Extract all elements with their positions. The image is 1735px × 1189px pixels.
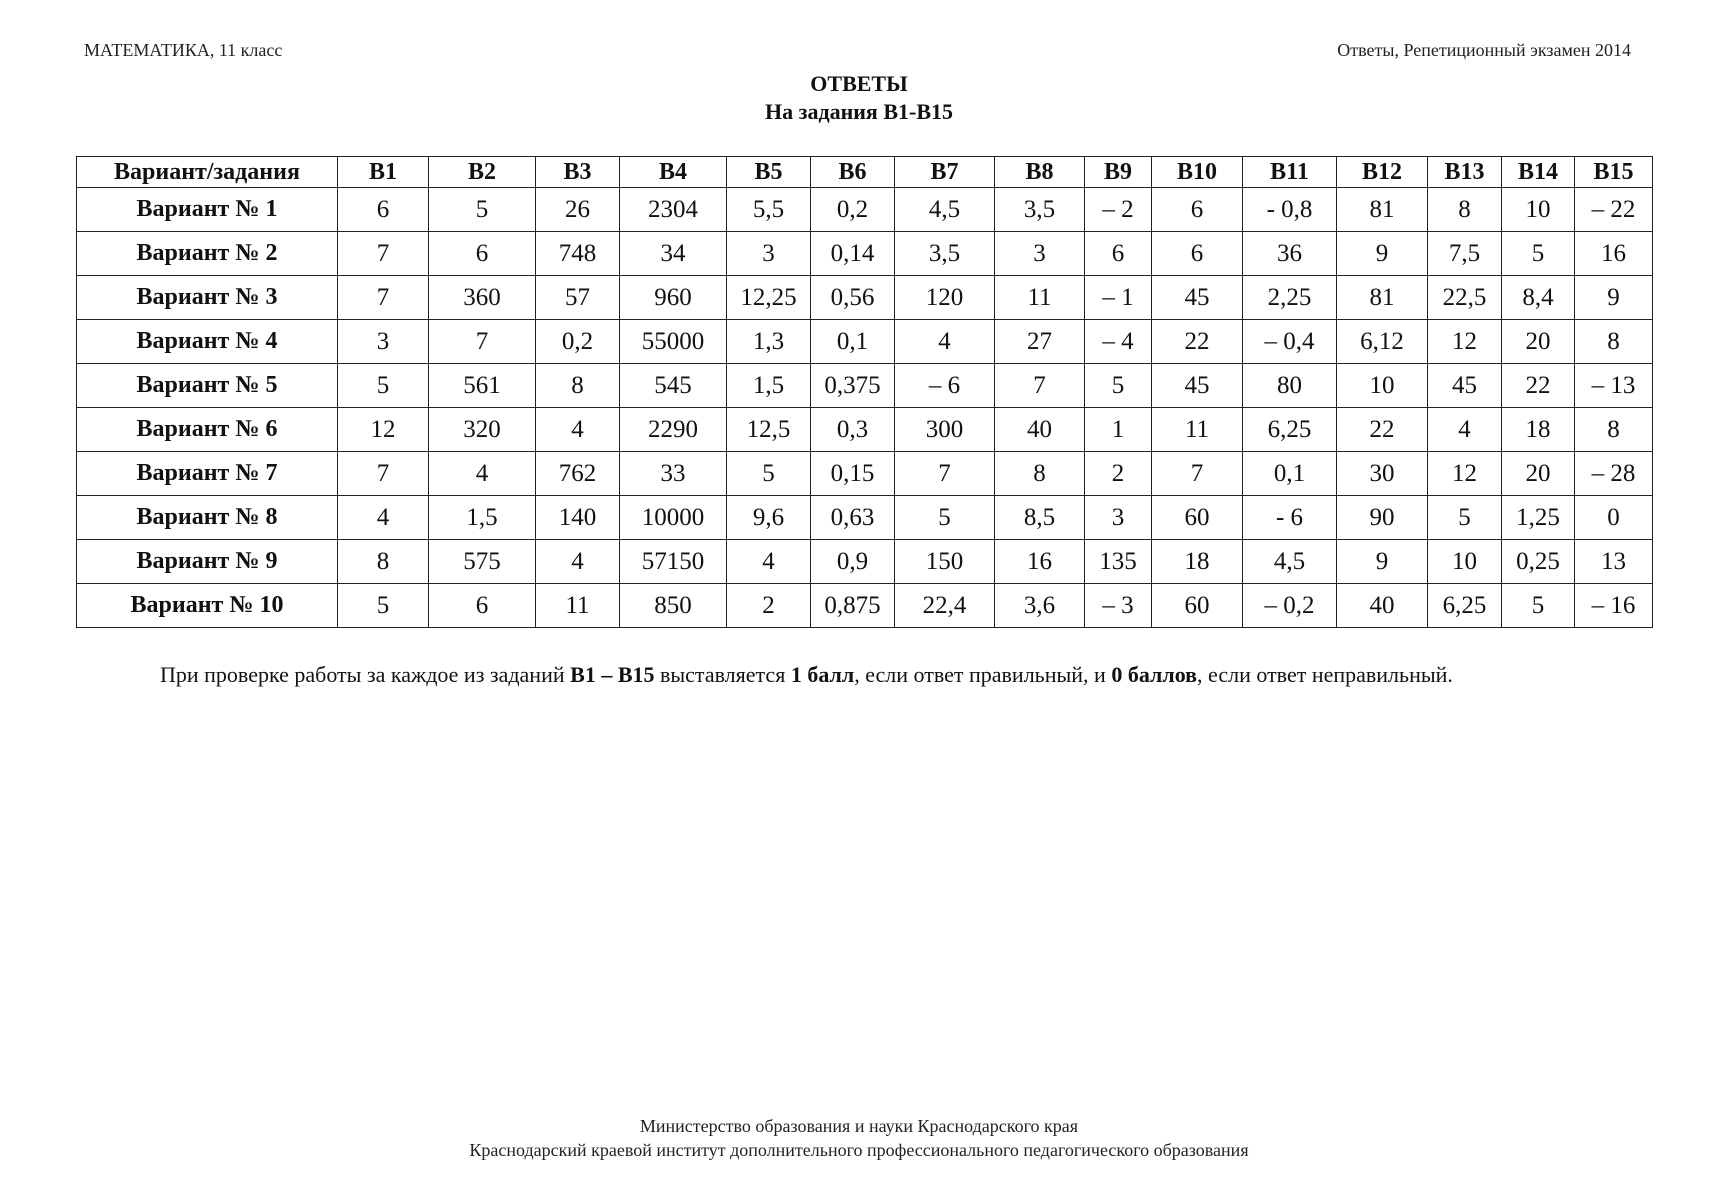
answer-cell: 5 [1502,584,1575,628]
answer-cell: – 1 [1085,276,1152,320]
answer-cell: 4 [338,496,429,540]
answer-cell: 12 [338,408,429,452]
answer-cell: 5,5 [727,188,811,232]
table-body [77,188,1653,628]
answer-cell: 1,3 [727,320,811,364]
answer-cell: 8 [995,452,1085,496]
answer-cell: 0,2 [811,188,895,232]
header-subject: МАТЕМАТИКА, 11 класс [84,40,283,60]
variant-label-cell: Вариант № 6 [77,408,338,452]
column-header-task: В13 [1428,157,1502,188]
answer-cell: 45 [1152,364,1243,408]
answer-cell: – 3 [1085,584,1152,628]
answer-cell: 7 [995,364,1085,408]
answer-cell: 27 [995,320,1085,364]
answer-cell: 762 [536,452,620,496]
answer-cell: 45 [1152,276,1243,320]
answer-cell: 3 [338,320,429,364]
answer-cell: 3,6 [995,584,1085,628]
answer-cell: 12,5 [727,408,811,452]
answer-cell: 0,375 [811,364,895,408]
answer-cell: 7 [895,452,995,496]
answer-cell: 135 [1085,540,1152,584]
answer-cell: 4 [727,540,811,584]
answer-cell: 7,5 [1428,232,1502,276]
footer-ministry: Министерство образования и науки Краснодарского края [639,1116,1079,1136]
column-header-task: В14 [1502,157,1575,188]
column-header-task: В7 [895,157,995,188]
table-row [77,276,1653,320]
answer-cell: 0,1 [811,320,895,364]
answer-cell: 4 [895,320,995,364]
answer-cell: – 28 [1575,452,1653,496]
answer-cell: 11 [536,584,620,628]
answer-cell: 45 [1428,364,1502,408]
answer-cell: 0 [1575,496,1653,540]
column-header-variant: Вариант/задания [77,157,338,188]
answer-cell: 6 [429,232,536,276]
table-row [77,496,1653,540]
answer-cell: 5 [1502,232,1575,276]
page-footer [0,1114,1718,1162]
answer-cell: 5 [429,188,536,232]
answer-cell: 120 [895,276,995,320]
answer-cell: 6,25 [1428,584,1502,628]
column-header-task: В2 [429,157,536,188]
answer-cell: 13 [1575,540,1653,584]
answer-cell: 5 [1085,364,1152,408]
answer-cell: 0,15 [811,452,895,496]
answer-cell: 34 [620,232,727,276]
answer-cell: 3 [995,232,1085,276]
answer-cell: 3 [1085,496,1152,540]
column-header-task: В15 [1575,157,1653,188]
variant-label-cell: Вариант № 4 [77,320,338,364]
answer-cell: 0,63 [811,496,895,540]
variant-label-cell: Вариант № 1 [77,188,338,232]
answer-cell: 150 [895,540,995,584]
answer-cell: – 0,4 [1243,320,1337,364]
answer-cell: 5 [727,452,811,496]
answer-cell: 80 [1243,364,1337,408]
answer-cell: 5 [895,496,995,540]
column-header-task: В1 [338,157,429,188]
answer-cell: 40 [1337,584,1428,628]
table-row [77,408,1653,452]
answer-cell: 2 [1085,452,1152,496]
answer-cell: 0,9 [811,540,895,584]
answer-cell: 0,875 [811,584,895,628]
answer-cell: 6 [1152,188,1243,232]
answer-cell: 748 [536,232,620,276]
answer-cell: 4,5 [1243,540,1337,584]
answer-cell: 6 [1085,232,1152,276]
answer-cell: 4 [536,408,620,452]
answer-cell: 5 [338,364,429,408]
answer-cell: 4,5 [895,188,995,232]
answer-cell: 3,5 [895,232,995,276]
answer-cell: 22,5 [1428,276,1502,320]
answer-cell: 4 [1428,408,1502,452]
answer-cell: 6 [429,584,536,628]
answer-cell: 2290 [620,408,727,452]
answer-cell: 561 [429,364,536,408]
table-row [77,232,1653,276]
answer-cell: – 6 [895,364,995,408]
column-header-task: В12 [1337,157,1428,188]
answer-cell: 9 [1575,276,1653,320]
answer-cell: 20 [1502,452,1575,496]
answer-cell: – 22 [1575,188,1653,232]
answer-cell: 8 [1428,188,1502,232]
variant-label-cell: Вариант № 7 [77,452,338,496]
answer-cell: 33 [620,452,727,496]
note-text-4: , если ответ неправильный. [1197,662,1453,687]
title-line-2: На задания В1-В15 [764,99,953,124]
column-header-task: В11 [1243,157,1337,188]
variant-label-cell: Вариант № 9 [77,540,338,584]
answer-cell: 8 [1575,320,1653,364]
answer-cell: 0,14 [811,232,895,276]
answer-cell: – 16 [1575,584,1653,628]
answer-cell: 6,12 [1337,320,1428,364]
page-title [0,70,1718,126]
answer-cell: 7 [338,232,429,276]
answer-cell: 11 [1152,408,1243,452]
answer-cell: 300 [895,408,995,452]
answer-cell: - 0,8 [1243,188,1337,232]
answer-cell: 16 [995,540,1085,584]
answer-cell: 7 [338,452,429,496]
answer-cell: 22 [1337,408,1428,452]
answer-cell: 4 [429,452,536,496]
answer-cell: 36 [1243,232,1337,276]
answer-cell: 22,4 [895,584,995,628]
answer-cell: – 13 [1575,364,1653,408]
answer-cell: 850 [620,584,727,628]
answer-cell: - 6 [1243,496,1337,540]
answer-cell: 6 [1152,232,1243,276]
answer-cell: 960 [620,276,727,320]
answer-cell: 9 [1337,540,1428,584]
answer-cell: 1 [1085,408,1152,452]
answer-cell: 10000 [620,496,727,540]
answer-cell: 6 [338,188,429,232]
answer-cell: 55000 [620,320,727,364]
answer-cell: 0,2 [536,320,620,364]
answer-cell: – 2 [1085,188,1152,232]
column-header-task: В3 [536,157,620,188]
title-line-1: ОТВЕТЫ [810,71,908,96]
answer-cell: 18 [1152,540,1243,584]
answer-cell: 9 [1337,232,1428,276]
answer-cell: 10 [1502,188,1575,232]
variant-label-cell: Вариант № 3 [77,276,338,320]
note-text-3: , если ответ правильный, и [854,662,1112,687]
answer-cell: 9,6 [727,496,811,540]
table-row [77,188,1653,232]
variant-label-cell: Вариант № 5 [77,364,338,408]
answer-cell: 1,5 [727,364,811,408]
answer-cell: 12,25 [727,276,811,320]
answer-cell: 60 [1152,584,1243,628]
answer-cell: 5 [1428,496,1502,540]
answer-cell: 7 [1152,452,1243,496]
column-header-task: В4 [620,157,727,188]
answer-cell: 8 [536,364,620,408]
answer-cell: 3 [727,232,811,276]
answer-cell: 40 [995,408,1085,452]
answer-cell: 360 [429,276,536,320]
answer-cell: 22 [1502,364,1575,408]
header-exam-title: Ответы, Репетиционный экзамен 2014 [1337,40,1631,60]
answer-cell: 8,5 [995,496,1085,540]
answer-cell: 3,5 [995,188,1085,232]
answer-cell: 30 [1337,452,1428,496]
answer-cell: 2 [727,584,811,628]
note-text-1: При проверке работы за каждое из заданий [160,662,571,687]
answers-table [76,156,1653,628]
answer-cell: 26 [536,188,620,232]
column-header-task: В9 [1085,157,1152,188]
table-row [77,584,1653,628]
column-header-task: В5 [727,157,811,188]
answer-cell: – 0,2 [1243,584,1337,628]
note-text-2: выставляется [654,662,791,687]
answer-cell: 81 [1337,188,1428,232]
answer-cell: 57150 [620,540,727,584]
answer-cell: 2,25 [1243,276,1337,320]
note-bold-zero-points: 0 баллов [1111,662,1198,687]
answer-cell: 2304 [620,188,727,232]
answer-cell: 1,25 [1502,496,1575,540]
answer-cell: 320 [429,408,536,452]
answer-cell: 5 [338,584,429,628]
note-bold-tasks: В1 – В15 [570,662,655,687]
table-row [77,320,1653,364]
footer-institute: Краснодарский краевой институт дополнительного профессионального педагогического образования [469,1140,1249,1160]
table-row [77,364,1653,408]
answer-cell: 8 [338,540,429,584]
answer-cell: 0,1 [1243,452,1337,496]
answer-cell: 4 [536,540,620,584]
answer-cell: 12 [1428,452,1502,496]
answer-cell: 11 [995,276,1085,320]
grading-note [160,662,1453,688]
answer-cell: 20 [1502,320,1575,364]
column-header-task: В10 [1152,157,1243,188]
answer-cell: 8,4 [1502,276,1575,320]
variant-label-cell: Вариант № 2 [77,232,338,276]
answer-cell: 0,25 [1502,540,1575,584]
answer-cell: 10 [1337,364,1428,408]
answer-cell: 57 [536,276,620,320]
column-header-task: В6 [811,157,895,188]
answer-cell: 12 [1428,320,1502,364]
answer-cell: 90 [1337,496,1428,540]
answer-cell: 140 [536,496,620,540]
table-header-row [77,157,1653,188]
answer-cell: 6,25 [1243,408,1337,452]
column-header-task: В8 [995,157,1085,188]
answer-cell: 1,5 [429,496,536,540]
answer-cell: 16 [1575,232,1653,276]
variant-label-cell: Вариант № 8 [77,496,338,540]
answer-cell: 0,56 [811,276,895,320]
answer-cell: 18 [1502,408,1575,452]
note-bold-one-point: 1 балл [790,662,855,687]
answer-cell: 0,3 [811,408,895,452]
answer-cell: – 4 [1085,320,1152,364]
answer-cell: 575 [429,540,536,584]
table-row [77,540,1653,584]
answer-cell: 7 [429,320,536,364]
table-row [77,452,1653,496]
variant-label-cell: Вариант № 10 [77,584,338,628]
answer-cell: 7 [338,276,429,320]
answer-cell: 8 [1575,408,1653,452]
answer-cell: 22 [1152,320,1243,364]
answer-cell: 545 [620,364,727,408]
answer-cell: 10 [1428,540,1502,584]
answer-cell: 81 [1337,276,1428,320]
answer-cell: 60 [1152,496,1243,540]
